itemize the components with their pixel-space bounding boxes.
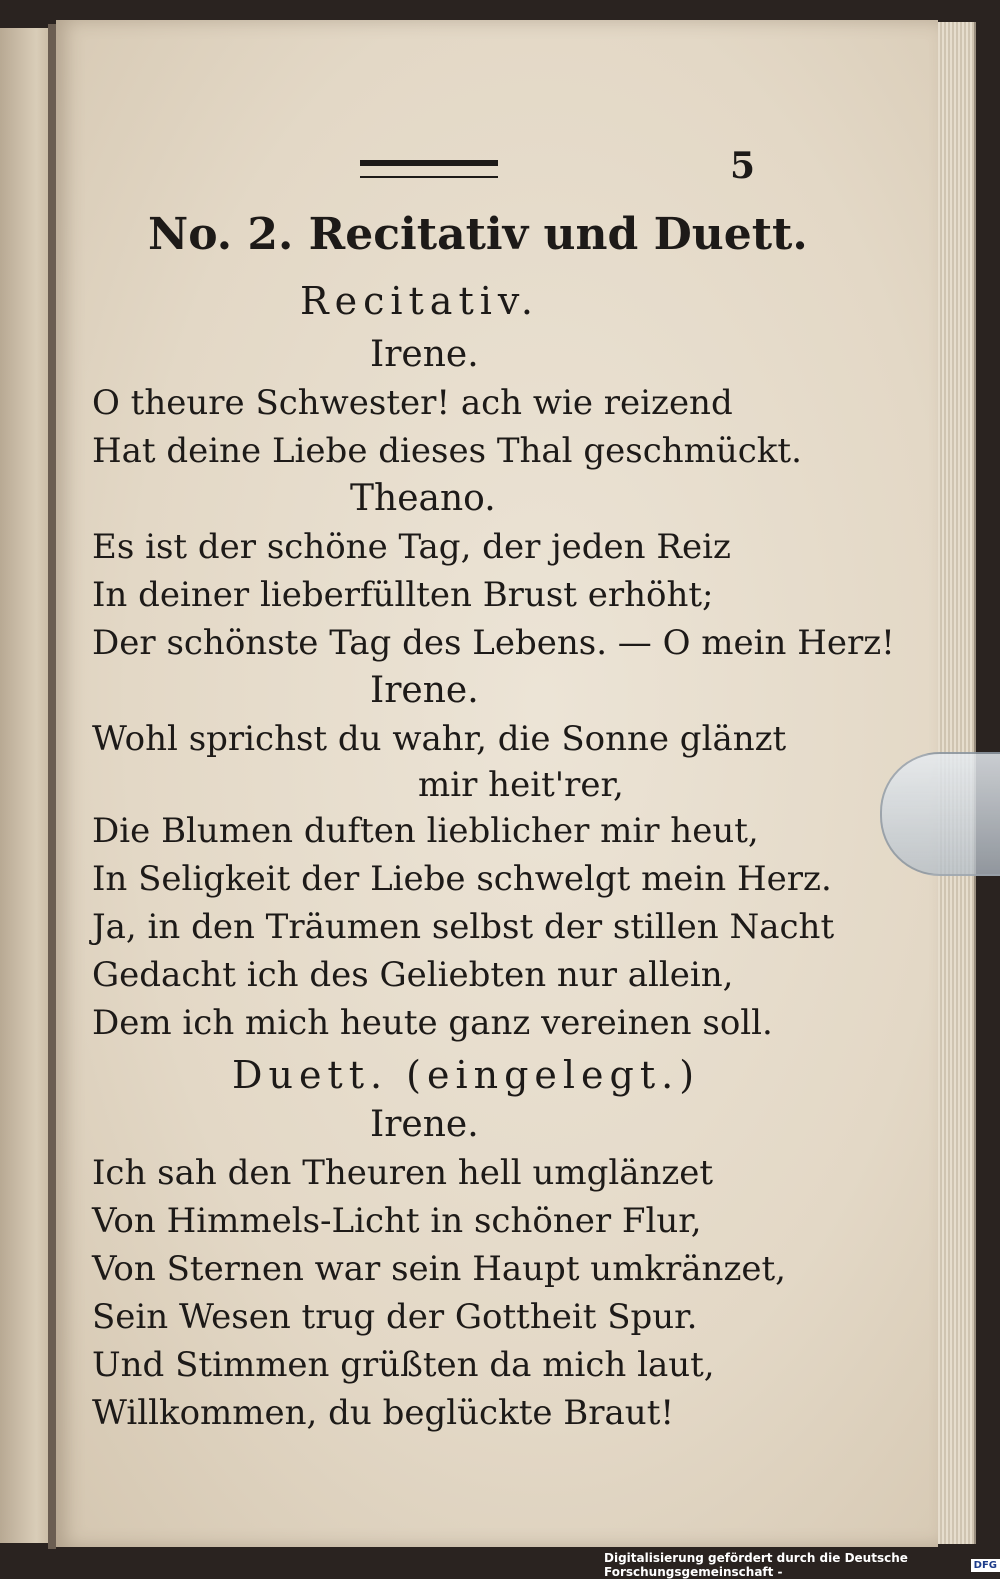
speaker-irene: Irene. — [370, 334, 479, 375]
verse-line: Dem ich mich heute ganz vereinen soll. — [92, 1003, 773, 1043]
page-number: 5 — [730, 145, 756, 187]
verse-line: In deiner lieberfüllten Brust erhöht; — [92, 575, 714, 615]
credit-text: Digitalisierung gefördert durch die Deutsche Forschungsgemeinschaft - — [604, 1551, 908, 1579]
verse-line: Der schönste Tag des Lebens. — O mein Herz! — [92, 623, 895, 663]
duet-heading: Duett. (eingelegt.) — [232, 1053, 701, 1097]
verse-line: Und Stimmen grüßten da mich laut, — [92, 1345, 715, 1385]
section-title: No. 2. Recitativ und Duett. — [148, 209, 808, 260]
speaker-irene: Irene. — [370, 1104, 479, 1145]
digitization-credit — [604, 1553, 1000, 1577]
verse-line: Wohl sprichst du wahr, die Sonne glänzt — [92, 719, 787, 759]
verse-line: Sein Wesen trug der Gottheit Spur. — [92, 1297, 698, 1337]
book-spine-shadow — [48, 24, 56, 1549]
recitative-heading: Recitativ. — [300, 279, 539, 323]
verse-line: Gedacht ich des Geliebten nur allein, — [92, 955, 734, 995]
verse-line: Hat deine Liebe dieses Thal geschmückt. — [92, 431, 802, 471]
verse-line: Von Sternen war sein Haupt umkränzet, — [92, 1249, 786, 1289]
verse-line: mir heit'rer, — [418, 765, 624, 805]
verse-line: Es ist der schöne Tag, der jeden Reiz — [92, 527, 731, 567]
verse-line: Ich sah den Theuren hell umglänzet — [92, 1153, 714, 1193]
speaker-theano: Theano. — [350, 478, 496, 519]
verse-line: Ja, in den Träumen selbst der stillen Nacht — [92, 907, 835, 947]
dfg-logo: DFG — [971, 1559, 1000, 1572]
verse-line: Von Himmels-Licht in schöner Flur, — [92, 1201, 702, 1241]
header-rule — [360, 160, 498, 178]
verse-line: Willkommen, du beglückte Braut! — [92, 1393, 675, 1433]
facing-page — [0, 28, 52, 1543]
speaker-irene: Irene. — [370, 670, 479, 711]
verse-line: Die Blumen duften lieblicher mir heut, — [92, 811, 759, 851]
verse-line: O theure Schwester! ach wie reizend — [92, 383, 733, 423]
verse-line: In Seligkeit der Liebe schwelgt mein Herz. — [92, 859, 832, 899]
page-clip — [880, 752, 1000, 876]
